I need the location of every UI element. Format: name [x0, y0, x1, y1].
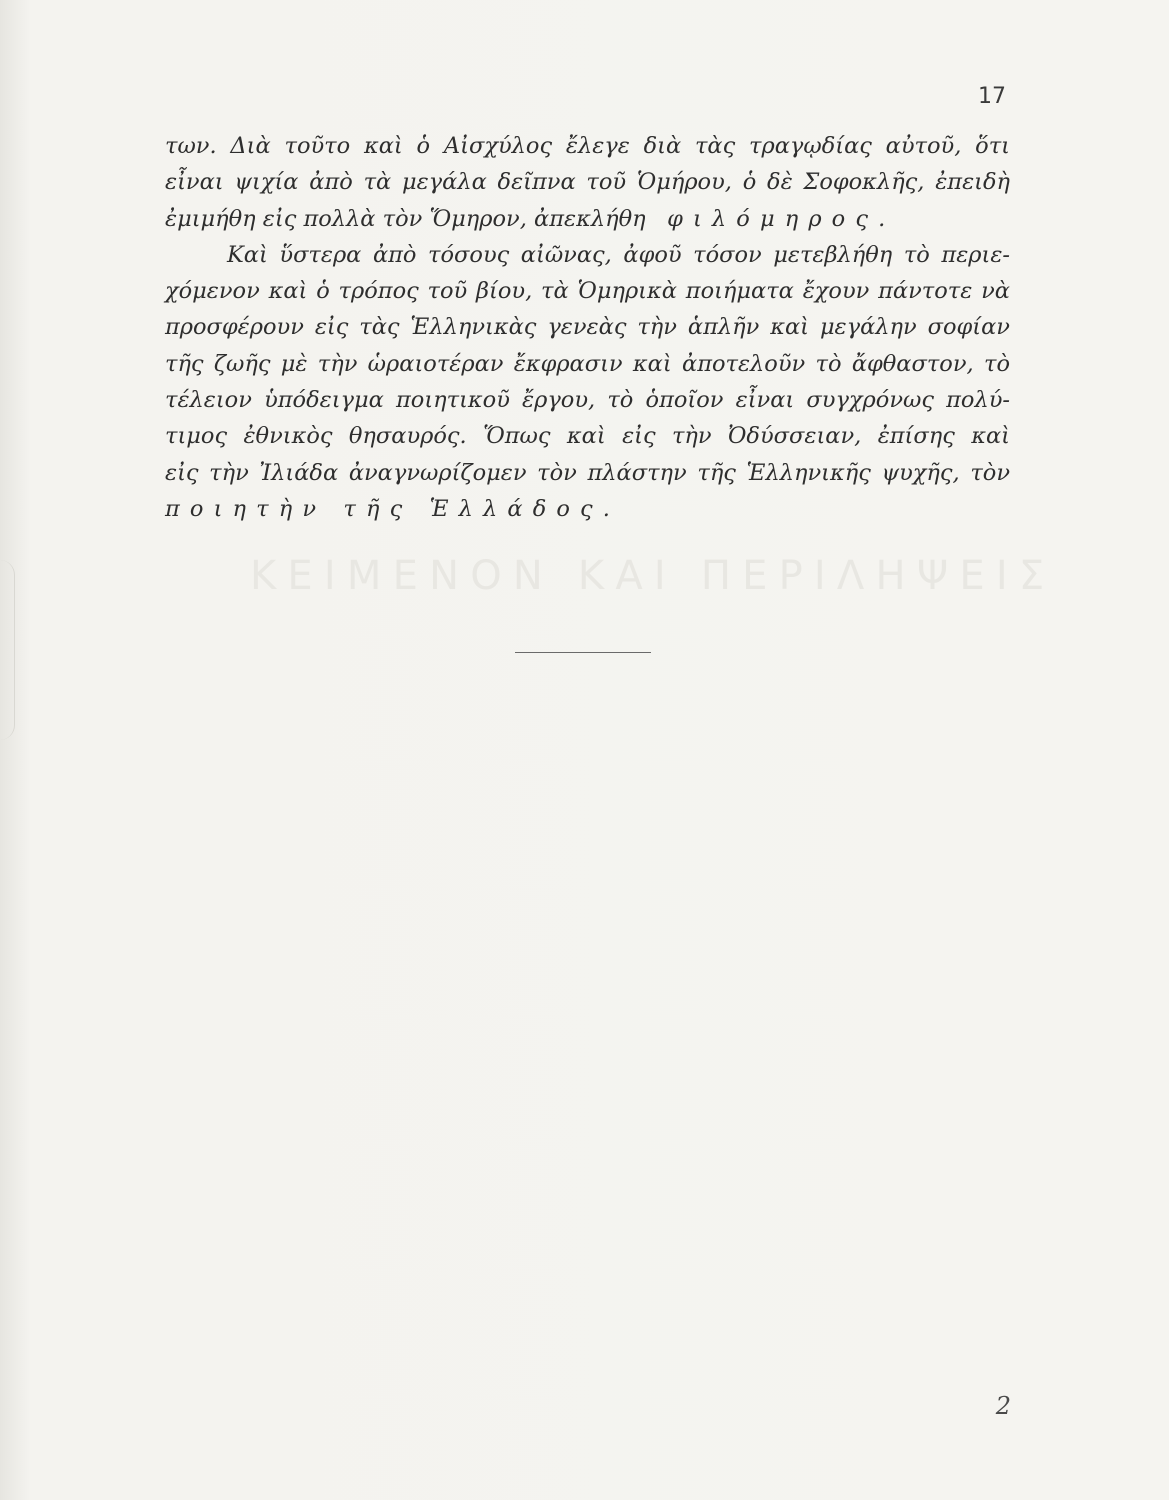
emphasized-word: φιλόμηρος.: [667, 205, 896, 232]
page-edge-crease: [0, 560, 15, 740]
text-line: τέλειον ὑπόδειγμα ποιητικοῦ ἔργου, τὸ ὁποῖον εἶναι συγχρόνως πολύ-: [165, 387, 1010, 414]
text-line-start: ἐμιμήθη εἰς πολλὰ τὸν Ὅμηρον, ἀπεκλήθη: [165, 205, 646, 232]
text-line: [165, 201, 1010, 237]
text-line: τῆς ζωῆς μὲ τὴν ὡραιοτέραν ἔκφρασιν καὶ ἀποτελοῦν τὸ ἄφθαστον, τὸ: [165, 350, 1010, 377]
text-line: τιμος ἐθνικὸς θησαυρός. Ὅπως καὶ εἰς τὴν Ὀδύσσειαν, ἐπίσης καὶ: [165, 423, 1010, 450]
page-number: 17: [978, 84, 1006, 109]
show-through-heading: ΚΕΙΜΕΝΟΝ ΚΑΙ ΠΕΡΙΛΗΨΕΙΣ: [250, 553, 1056, 599]
sheet-signature-number: 2: [995, 1392, 1011, 1420]
text-line: ποιητὴν τῆς Ἑλλάδος.: [165, 495, 621, 522]
body-text: [165, 128, 1010, 527]
text-line: Καὶ ὕστερα ἀπὸ τόσους αἰῶνας, ἀφοῦ τόσον μετεβλήθη τὸ περιε-: [227, 241, 1010, 268]
text-line: εἰς τὴν Ἰλιάδα ἀναγνωρίζομεν τὸν πλάστην τῆς Ἑλληνικῆς ψυχῆς, τὸν: [165, 459, 1010, 486]
text-line: προσφέρουν εἰς τὰς Ἑλληνικὰς γενεὰς τὴν ἁπλῆν καὶ μεγάλην σοφίαν: [165, 314, 1010, 341]
text-line: των. Διὰ τοῦτο καὶ ὁ Αἰσχύλος ἔλεγε διὰ τὰς τραγῳδίας αὐτοῦ, ὅτι: [165, 133, 1010, 159]
text-line: εἶναι ψιχία ἀπὸ τὰ μεγάλα δεῖπνα τοῦ Ὁμήρου, ὁ δὲ Σοφοκλῆς, ἐπειδὴ: [165, 169, 1010, 196]
text-line: χόμενον καὶ ὁ τρόπος τοῦ βίου, τὰ Ὁμηρικὰ ποιήματα ἔχουν πάντοτε νὰ: [165, 278, 1010, 305]
section-divider: [515, 652, 651, 653]
